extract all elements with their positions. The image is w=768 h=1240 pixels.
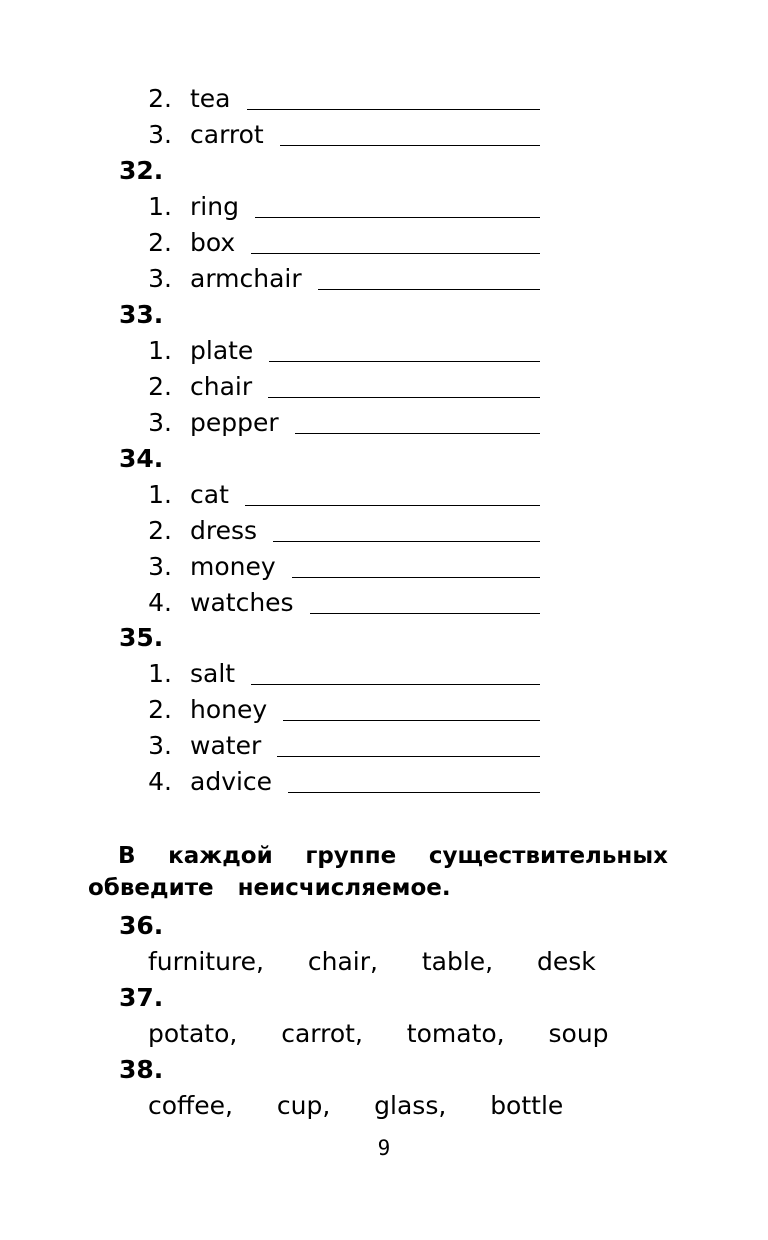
word-group[interactable]: coffee, cup, glass, bottle	[148, 1091, 564, 1120]
list-item	[140, 695, 540, 725]
answer-blank[interactable]	[251, 664, 540, 685]
answer-blank[interactable]	[245, 485, 540, 506]
item-number: 2.	[148, 516, 172, 545]
item-number: 1.	[148, 336, 172, 365]
item-number: 3.	[148, 264, 172, 293]
instruction-word: каждой	[168, 843, 273, 869]
item-word: dress	[190, 516, 258, 545]
item-word: carrot	[190, 120, 264, 149]
exercise-number: 32.	[119, 156, 164, 185]
item-word: honey	[190, 695, 268, 724]
exercise-number: 33.	[119, 300, 164, 329]
list-item	[140, 336, 540, 366]
item-word: plate	[190, 336, 254, 365]
answer-blank[interactable]	[283, 700, 540, 721]
item-word: chair	[190, 372, 253, 401]
list-item	[140, 408, 540, 438]
answer-blank[interactable]	[295, 413, 540, 434]
exercise-number: 34.	[119, 444, 164, 473]
instruction-word: существительных	[428, 843, 668, 869]
instruction-line-2: обведите неисчисляемое.	[88, 875, 451, 901]
item-word: money	[190, 552, 276, 581]
item-number: 3.	[148, 552, 172, 581]
list-item	[140, 120, 540, 150]
list-item	[140, 228, 540, 258]
item-number: 3.	[148, 731, 172, 760]
answer-blank[interactable]	[247, 89, 540, 110]
item-number: 3.	[148, 408, 172, 437]
item-word: cat	[190, 480, 229, 509]
instruction-line-1	[88, 840, 668, 872]
list-item	[140, 731, 540, 761]
list-item	[140, 552, 540, 582]
item-word: tea	[190, 84, 231, 113]
answer-blank[interactable]	[318, 269, 540, 290]
exercise-number: 37.	[119, 983, 164, 1012]
item-number: 2.	[148, 372, 172, 401]
list-item	[140, 516, 540, 546]
list-item	[140, 264, 540, 294]
item-word: box	[190, 228, 236, 257]
exercise-instruction	[88, 840, 668, 904]
item-number: 1.	[148, 659, 172, 688]
item-word: ring	[190, 192, 239, 221]
answer-blank[interactable]	[273, 521, 540, 542]
item-word: water	[190, 731, 262, 760]
item-word: advice	[190, 767, 273, 796]
item-number: 1.	[148, 192, 172, 221]
item-number: 4.	[148, 588, 172, 617]
item-number: 3.	[148, 120, 172, 149]
answer-blank[interactable]	[292, 557, 540, 578]
item-number: 2.	[148, 695, 172, 724]
list-item	[140, 659, 540, 689]
item-number: 4.	[148, 767, 172, 796]
exercise-number: 36.	[119, 911, 164, 940]
answer-blank[interactable]	[288, 772, 540, 793]
instruction-word: группе	[305, 843, 397, 869]
item-word: salt	[190, 659, 236, 688]
answer-blank[interactable]	[280, 125, 540, 146]
list-item	[140, 372, 540, 402]
exercise-number: 35.	[119, 623, 164, 652]
exercise-number: 38.	[119, 1055, 164, 1084]
item-number: 2.	[148, 228, 172, 257]
answer-blank[interactable]	[277, 736, 540, 757]
list-item	[140, 480, 540, 510]
answer-blank[interactable]	[268, 377, 540, 398]
word-group[interactable]: furniture, chair, table, desk	[148, 947, 596, 976]
item-word: pepper	[190, 408, 279, 437]
item-number: 2.	[148, 84, 172, 113]
word-group[interactable]: potato, carrot, tomato, soup	[148, 1019, 609, 1048]
answer-blank[interactable]	[255, 197, 540, 218]
answer-blank[interactable]	[310, 593, 540, 614]
answer-blank[interactable]	[251, 233, 540, 254]
list-item	[140, 767, 540, 797]
list-item	[140, 192, 540, 222]
item-word: watches	[190, 588, 294, 617]
instruction-word: В	[118, 843, 136, 869]
item-number: 1.	[148, 480, 172, 509]
list-item	[140, 588, 540, 618]
list-item	[140, 84, 540, 114]
page-number: 9	[377, 1136, 391, 1160]
item-word: armchair	[190, 264, 302, 293]
answer-blank[interactable]	[269, 341, 540, 362]
